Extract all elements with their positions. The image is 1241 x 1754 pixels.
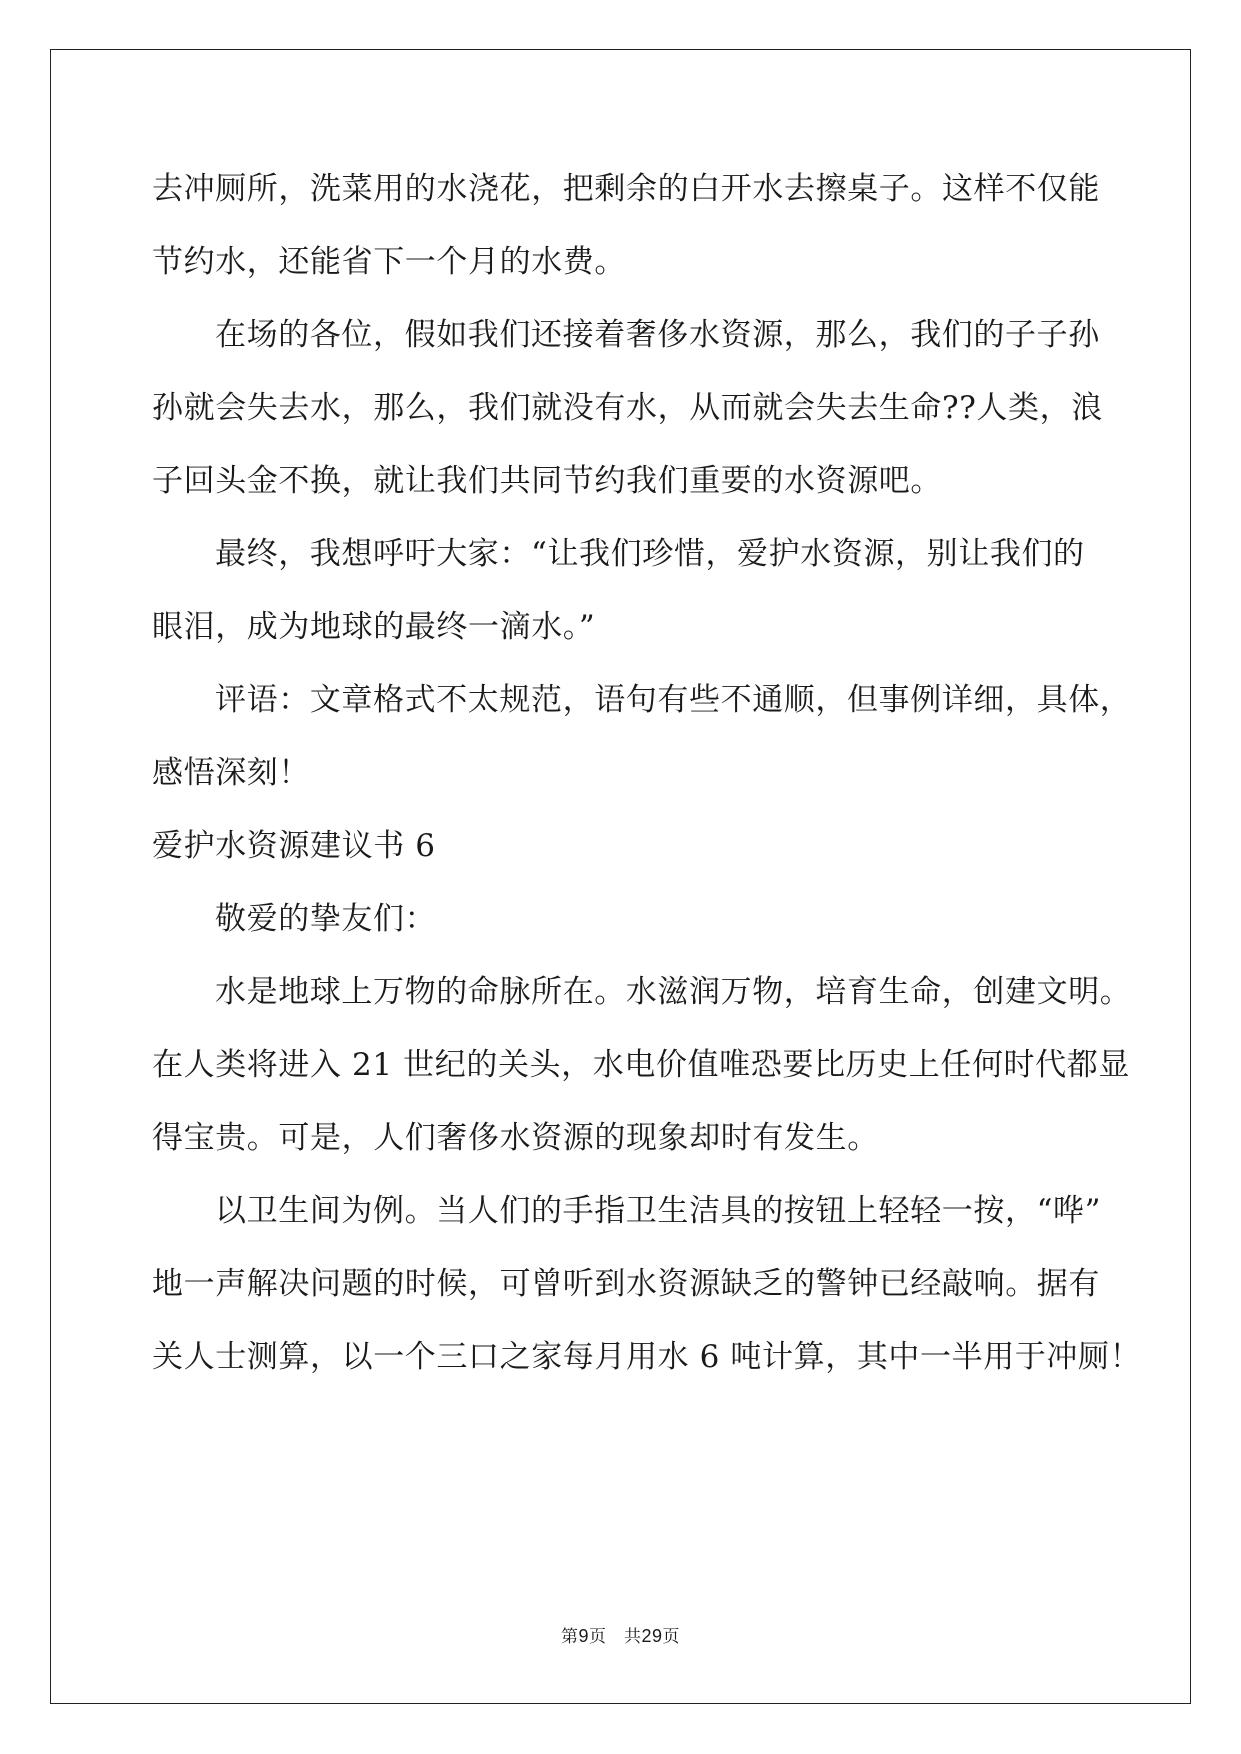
page-label-prefix: 第 <box>560 1627 579 1647</box>
salutation-line: 敬爱的挚友们： <box>215 901 437 937</box>
paragraph-line: 地一声解决问题的时候，可曾听到水资源缺乏的警钟已经敲响。据有 <box>152 1266 1100 1302</box>
section-heading: 爱护水资源建议书 6 <box>152 828 436 864</box>
paragraph-line: 眼泪，成为地球的最终一滴水。” <box>152 609 596 645</box>
paragraph-line: 关人士测算，以一个三口之家每月用水 6 吨计算，其中一半用于冲厕！ <box>152 1339 1142 1375</box>
total-page-count: 29 <box>641 1626 663 1646</box>
paragraph-line: 得宝贵。可是，人们奢侈水资源的现象却时有发生。 <box>152 1120 879 1156</box>
page-number-footer <box>0 1625 1241 1648</box>
paragraph-line: 水是地球上万物的命脉所在。水滋润万物，培育生命，创建文明。 <box>215 974 1132 1010</box>
paragraph-line: 孙就会失去水，那么，我们就没有水，从而就会失去生命??人类，浪 <box>152 390 1103 426</box>
paragraph-line: 节约水，还能省下一个月的水费。 <box>152 244 626 280</box>
page-label-suffix: 页 <box>662 1627 681 1647</box>
paragraph-line: 最终，我想呼吁大家：“让我们珍惜，爱护水资源，别让我们的 <box>215 536 1085 572</box>
page-label-mid: 页 共 <box>588 1627 642 1647</box>
paragraph-line: 评语：文章格式不太规范，语句有些不通顺，但事例详细，具体， <box>215 682 1132 718</box>
current-page-number: 9 <box>578 1626 589 1646</box>
paragraph-line: 在场的各位，假如我们还接着奢侈水资源，那么，我们的子子孙 <box>215 317 1100 353</box>
paragraph-line: 子回头金不换，就让我们共同节约我们重要的水资源吧。 <box>152 463 942 499</box>
paragraph-line: 以卫生间为例。当人们的手指卫生洁具的按钮上轻轻一按，“哗” <box>215 1193 1102 1229</box>
paragraph-line: 在人类将进入 21 世纪的关头，水电价值唯恐要比历史上任何时代都显 <box>152 1047 1130 1083</box>
document-body <box>152 163 1142 1404</box>
paragraph-line: 去冲厕所，洗菜用的水浇花，把剩余的白开水去擦桌子。这样不仅能 <box>152 171 1100 207</box>
paragraph-line: 感悟深刻！ <box>152 755 310 791</box>
